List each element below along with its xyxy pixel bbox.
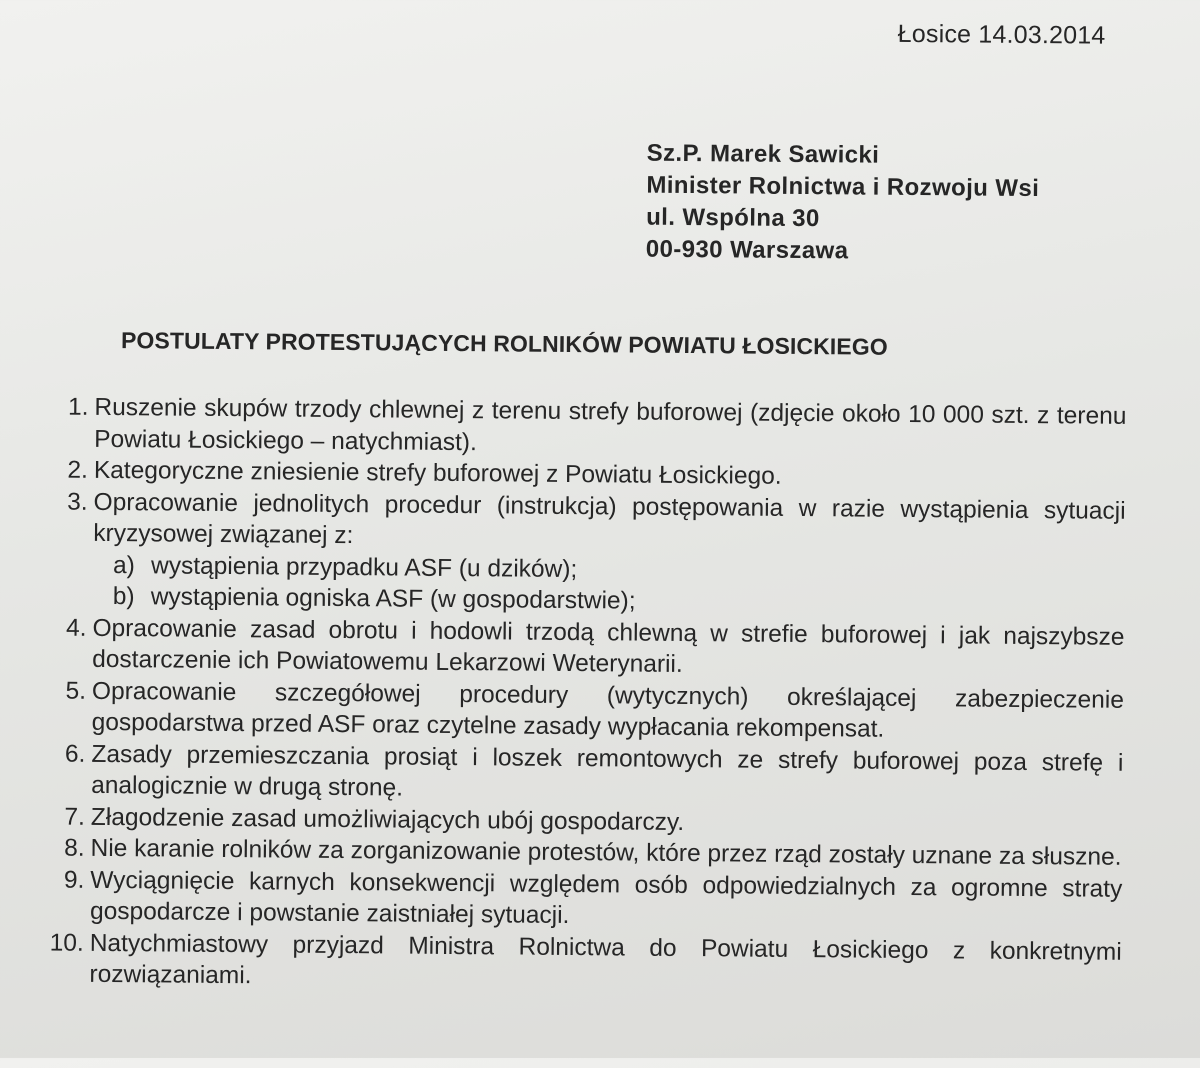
item-text: Opracowanie zasad obrotu i hodowli trzodą chlewną w strefie buforowej i jak najszybsze dostarczenie ich Powiatowemu Lekarzowi Weterynarii. <box>92 614 1125 678</box>
sub-item-letter: a) <box>112 551 135 579</box>
item-text: Opracowanie szczegółowej procedury (wytycznych) określającej zabezpieczenie gospodarstwa przed ASF oraz czytelne zasady wypłacania rekompensat. <box>91 677 1125 743</box>
item-number: 8. <box>64 834 85 862</box>
recipient-name: Sz.P. Marek Sawicki <box>646 139 880 169</box>
item-number: 4. <box>65 614 87 642</box>
recipient-city: 00-930 Warszawa <box>645 235 849 265</box>
demand-item <box>44 612 1125 684</box>
item-text: Zasady przemieszczania prosiąt i loszek remontowych ze strefy buforowej poza strefę i analogicznie w drugą stronę. <box>91 740 1124 802</box>
recipient-address <box>646 138 1040 269</box>
letter-date: Łosice 14.03.2014 <box>897 19 1106 50</box>
demand-item <box>44 675 1125 747</box>
recipient-street: ul. Wspólna 30 <box>646 203 820 233</box>
sub-item-text: wystąpienia przypadku ASF (u dzików); <box>150 551 578 583</box>
demand-item <box>41 927 1122 999</box>
item-number: 7. <box>64 803 85 831</box>
item-number: 6. <box>64 740 86 768</box>
item-text: Opracowanie jednolitych procedur (instrukcja) postępowania w razie wystąpienia sytuacji kryzysowej związanej z: <box>93 488 1126 550</box>
item-text: Ruszenie skupów trzody chlewnej z terenu strefy buforowej (zdjęcie około 10 000 szt. z terenu Powiatu Łosickiego – natychmiast). <box>94 393 1127 456</box>
item-number: 5. <box>65 677 87 705</box>
demand-item <box>46 391 1127 463</box>
item-number: 2. <box>67 456 89 484</box>
item-number: 1. <box>67 393 89 421</box>
item-text: Nie karanie rolników za zorganizowanie protestów, które przez rząd zostały uznane za słuszne. <box>90 834 1122 871</box>
recipient-position: Minister Rolnictwa i Rozwoju Wsi <box>646 171 1040 203</box>
demand-item <box>43 738 1124 810</box>
sub-item-letter: b) <box>112 583 135 611</box>
item-text: Kategoryczne zniesienie strefy buforowej z Powiatu Łosickiego. <box>93 456 782 490</box>
sub-item-text: wystąpienia ogniska ASF (w gospodarstwie); <box>150 583 636 615</box>
item-number: 3. <box>67 488 88 516</box>
demand-item <box>45 486 1126 621</box>
item-text: Złagodzenie zasad umożliwiających ubój gospodarczy. <box>90 803 685 836</box>
item-number: 9. <box>63 866 85 894</box>
item-text: Wyciągnięcie karnych konsekwencji względem osób odpowiedzialnych za ogromne straty gospodarcze i powstanie zaistniałej sytuacji. <box>89 866 1123 930</box>
demand-item <box>42 864 1123 936</box>
item-text: Natychmiastowy przyjazd Ministra Rolnictwa do Powiatu Łosickiego z konkretnymi rozwiązaniami. <box>89 929 1122 990</box>
document-title: POSTULATY PROTESTUJĄCYCH ROLNIKÓW POWIATU ŁOSICKIEGO <box>120 327 888 360</box>
item-number: 10. <box>49 928 84 957</box>
demands-list <box>41 391 1126 999</box>
